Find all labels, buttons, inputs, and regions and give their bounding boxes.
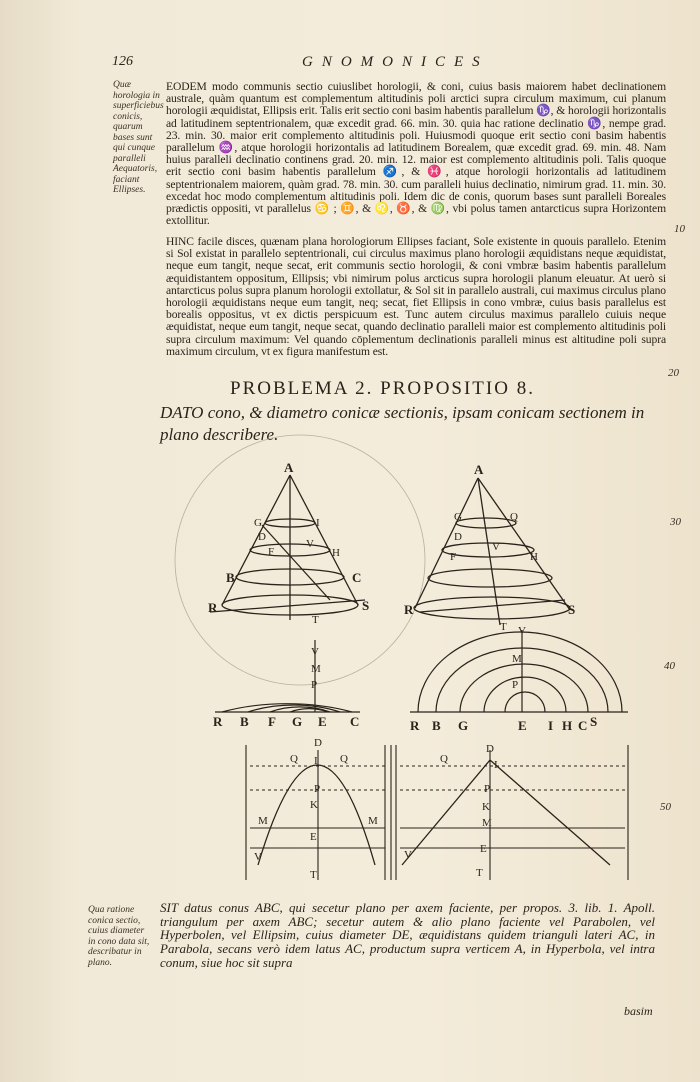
folio-number: 126 (112, 54, 133, 69)
figure-label: B (240, 714, 249, 729)
figure-labels (208, 460, 597, 881)
paragraph-hinc: HINC facile disces, quænam plana horologiorum Ellipses faciant, Sole existente in quouis parallelo. Etenim si Sol existat in parallelo septentrionali, cui circulus maximus plano horologii æquidistans neque æquidistat, neque eum tangit, neque secat, erit communis sectio horologii, & coni vmbræ basim habentis parallelum æquidistantem oppositum, Ellipsis; vbi nimirum polus arcticus supra horologii planum eleuatur. At uerò si antarcticus polus supra planum horologii extollatur, & Sol sit in parallelo australi, cui maximus circulus plano horologii æquidistans neque eum tangit, neq; secat, fiet Ellipsis in cono vmbræ, cuius basis parallelus est borealis oppositus, vt ex dictis perspicuum est. Tunc autem circulus maximus parallelo cuiuis neque æquidistat, neque eum tangit, neque secat, quando declinatio paralleli maior est complemento altitudinis poli supra circulum maximum: Vel quando cōplementum declinationis paralleli minus est altitudine poli supra maximum circulum, vt ex figura manifestum est. (166, 235, 666, 358)
figure-label: V (492, 541, 500, 553)
figure-label: V (306, 538, 314, 550)
figure-label: V (311, 646, 319, 658)
figure-label: G (458, 718, 469, 733)
line-number-50: 50 (660, 801, 671, 813)
figure-label: I (316, 517, 320, 529)
figure-label: M (311, 663, 321, 675)
figure-label: K (310, 799, 318, 811)
figure-label: V (254, 851, 262, 863)
figure-label: M (512, 653, 522, 665)
figure-label: M (258, 815, 268, 827)
figure-label: R (213, 714, 223, 729)
figure-label: P (314, 783, 321, 795)
figure-label: C (350, 714, 360, 729)
figure-label: K (482, 801, 490, 813)
figure-label: H (562, 718, 573, 733)
bottom-paragraph: SIT datus conus ABC, qui secetur plano per axem faciente, per propos. 3. lib. 1. Apoll. triangulum per axem ABC; secetur autem & alio plano faciente vel Parabolen, vel Hyperbolen, vel Ellipsim, cuius diameter DE, æquidistans quidem trianguli lateri AC, in Parabola, secans verò idem latus AC, productum supra verticem A, in Hyperbola, vel intra conum, siue hoc sit supra (160, 900, 655, 970)
line-number-20: 20 (668, 367, 679, 379)
figure-label: Q (340, 753, 348, 765)
figure-label: V (518, 625, 526, 637)
figure-label: E (310, 831, 317, 843)
figure-label: A (474, 462, 484, 477)
figure-label: T (500, 621, 507, 633)
figure-label: C (578, 718, 588, 733)
figure-label: D (314, 737, 322, 749)
figure-label: B (226, 570, 235, 585)
figure-label: I (548, 718, 554, 733)
figure-label: V (404, 849, 412, 861)
figure-label: M (482, 817, 492, 829)
line-number-10: 10 (674, 223, 685, 235)
problem-heading: PROBLEMA 2. PROPOSITIO 8. (230, 378, 535, 399)
semicircles-left (215, 640, 360, 712)
figure-label: T (476, 867, 483, 879)
figure-label: B (432, 718, 441, 733)
figure-label: D (486, 743, 494, 755)
figure-label: P (512, 679, 519, 691)
figure-label: E (318, 714, 327, 729)
figure-label: E (518, 718, 527, 733)
figure-label: E (480, 843, 487, 855)
curve-panels (246, 745, 628, 880)
figure-label: R (404, 602, 414, 617)
figure-label: R (208, 600, 218, 615)
label-A1: A (284, 460, 294, 475)
figure-label: G (454, 511, 462, 523)
figure-label: D (454, 531, 462, 543)
line-number-40: 40 (664, 660, 675, 672)
figure-label: I (314, 755, 318, 767)
figure-label: F (268, 714, 276, 729)
running-title: GNOMONICES (302, 54, 489, 70)
margin-note-ellipses: Quæ horologia in superficiebus conicis, quarum bases sunt qui cunque paralleli Aequatoris, faciant Ellipses. (113, 80, 164, 195)
figure-label: F (268, 546, 275, 558)
figure-label: S (590, 714, 598, 729)
figure-label: T (312, 614, 319, 626)
figure-label: H (332, 547, 340, 559)
figure-label: P (484, 783, 491, 795)
figure-label: P (311, 679, 318, 691)
figure-label: S (568, 602, 576, 617)
figure-label: G (292, 714, 303, 729)
figure-label: T (310, 869, 317, 881)
enunciation: DATO cono, & diametro conicæ sectionis, ipsam conicam sectionem in plano describere. (160, 403, 645, 444)
margin-note-section: Qua ratione conica sectio, cuius diameter in cono data sit, describatur in plano. (88, 905, 150, 968)
figure-label: G (254, 517, 262, 529)
figure-label: M (368, 815, 378, 827)
figure-label: I (494, 759, 498, 771)
semicircles-right (410, 630, 628, 712)
figure-label: R (410, 718, 420, 733)
figure-label: Q (290, 753, 298, 765)
cone-left (210, 475, 365, 620)
figure-label: F (450, 551, 457, 563)
figure-label: Q (510, 511, 518, 523)
figure-label: C (352, 570, 362, 585)
figure-label: D (258, 531, 266, 543)
show-through-circle (175, 435, 425, 685)
figure-label: Q (440, 753, 448, 765)
figure-label: S (362, 598, 370, 613)
paragraph-eodem: EODEM modo communis sectio cuiuslibet horologii, & coni, cuius basis maiorem habet declinationem australe, quàm quantum est complementum altitudinis poli arctici supra circulum maximum, cui planum horologii æquidistat, Ellipsis erit. Talis erit sectio coni basim habentis parallelum ♑, & horologii horizontalis ad latitudinem septentrionalem, quæ excedit grad. 66. min. 30. quia hac ratione declinatio ♑, nempe grad. 23. min. 30. maior erit complemento altitudinis poli. Huiusmodi quoque erit sectio coni basim habentis parallelum ♒, atque horologii horizontalis ad latitudinem Borealem, quæ excedit grad. 69. min. 48. Nam huius paralleli declinatio continens grad. 20. min. 12. maior est complemento altitudinis poli. Talis quoque erit sectio coni basim habentis parallelum ♐, & ♓, atque horologii horizontalis ad latitudinem septentrionalem maiorem, quàm grad. 78. min. 30. cum paralleli huius declinatio, nimirum grad. 11. min. 30. excedat hoc modo complementum altitudinis poli. Idem dic de conis, quorum bases sunt paralleli Boreales prædictis oppositi, vt parallelus ♋ ; ♊, & ♌, ♉, & ♍, vbi polus tamen antarcticus supra Horizontem extollitur. (166, 80, 666, 228)
line-number-30: 30 (670, 516, 681, 528)
catchword: basim (624, 1004, 653, 1018)
figure-label: H (530, 551, 538, 563)
